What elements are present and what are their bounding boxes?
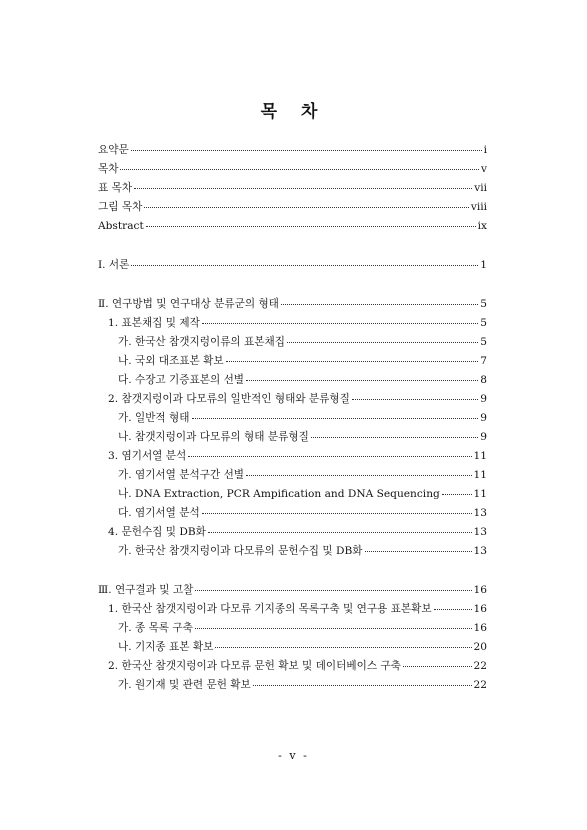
toc-entry-page-number: 11 — [473, 488, 487, 500]
toc-entry-label: 2. 한국산 참갯지렁이과 다모류 문헌 확보 및 데이터베이스 구축 — [108, 660, 401, 672]
dot-leader — [226, 361, 479, 362]
dot-leader — [195, 590, 471, 591]
toc-entry-page-number: i — [483, 144, 487, 156]
toc-entry[interactable] — [98, 162, 487, 176]
toc-entry[interactable] — [118, 640, 487, 654]
dot-leader — [195, 628, 472, 629]
page-title: 목 차 — [260, 102, 327, 122]
toc-entry[interactable] — [118, 354, 487, 368]
toc-entry[interactable] — [98, 200, 487, 214]
toc-entry-page-number: 9 — [480, 393, 487, 405]
toc-entry-page-number: 5 — [480, 298, 487, 310]
toc-entry[interactable] — [118, 373, 487, 387]
dot-leader — [246, 380, 478, 381]
toc-entry-label: 가. 한국산 참갯지렁이류의 표본채집 — [118, 336, 285, 348]
toc-entry[interactable] — [118, 468, 487, 482]
toc-entry-page-number: 16 — [473, 584, 487, 596]
toc-entry-label: 목차 — [98, 163, 119, 175]
dot-leader — [202, 323, 478, 324]
toc-entry-page-number: v — [481, 163, 487, 175]
toc-entry-page-number: 8 — [480, 374, 487, 386]
dot-leader — [192, 418, 479, 419]
toc-entry-label: 나. 국외 대조표본 확보 — [118, 355, 224, 367]
toc-entry[interactable] — [118, 621, 487, 635]
dot-leader — [208, 532, 472, 533]
toc-entry-page-number: 13 — [473, 526, 487, 538]
toc-entry[interactable] — [98, 219, 487, 233]
dot-leader — [403, 666, 472, 667]
toc-entry-page-number: 11 — [473, 450, 487, 462]
toc-entry[interactable] — [108, 316, 487, 330]
toc-entry[interactable] — [118, 506, 487, 520]
dot-leader — [287, 342, 478, 343]
toc-entry-label: 다. 수장고 기증표본의 선별 — [118, 374, 245, 386]
toc-entry-label: 3. 염기서열 분석 — [108, 450, 187, 462]
dot-leader — [352, 399, 478, 400]
toc-entry-label: Ⅲ. 연구결과 및 고찰 — [98, 584, 194, 596]
toc-entry[interactable] — [98, 181, 487, 195]
toc-entry-label: 4. 문헌수집 및 DB화 — [108, 526, 206, 538]
toc-entry-label: 요약문 — [98, 144, 129, 156]
toc-entry-label: 나. 기지종 표본 확보 — [118, 641, 214, 653]
toc-entry[interactable] — [118, 335, 487, 349]
dot-leader — [365, 551, 472, 552]
toc-entry[interactable] — [98, 583, 487, 597]
toc-entry-page-number: 16 — [473, 622, 487, 634]
dot-leader — [442, 494, 472, 495]
toc-entry-label: 1. 표본채집 및 제작 — [108, 317, 200, 329]
dot-leader — [131, 265, 478, 266]
toc-entry[interactable] — [118, 678, 487, 692]
toc-entry-label: 2. 참갯지렁이과 다모류의 일반적인 형태와 분류형질 — [108, 393, 350, 405]
toc-entry[interactable] — [118, 430, 487, 444]
toc-entry[interactable] — [108, 392, 487, 406]
toc-entry[interactable] — [98, 143, 487, 157]
toc-entry-label: 나. DNA Extraction, PCR Ampification and DNA Sequencing — [118, 488, 440, 500]
toc-entry-page-number: 16 — [473, 603, 487, 615]
toc-entry-page-number: 1 — [480, 259, 487, 271]
toc-entry-page-number: 13 — [473, 507, 487, 519]
toc-entry-label: 가. 일반적 형태 — [118, 412, 190, 424]
dot-leader — [146, 226, 476, 227]
toc-entry-page-number: 7 — [480, 355, 487, 367]
toc-entry-page-number: 5 — [480, 336, 487, 348]
toc-entry-page-number: viii — [470, 201, 487, 213]
dot-leader — [144, 207, 469, 208]
dot-leader — [188, 456, 471, 457]
toc-entry[interactable] — [108, 449, 487, 463]
toc-entry-page-number: 5 — [480, 317, 487, 329]
dot-leader — [120, 169, 479, 170]
dot-leader — [131, 150, 482, 151]
toc-entry[interactable] — [118, 411, 487, 425]
toc-entry-page-number: 20 — [473, 641, 487, 653]
toc-entry-label: Abstract — [98, 220, 144, 232]
toc-entry-label: 나. 참갯지렁이과 다모류의 형태 분류형질 — [118, 431, 309, 443]
toc-entry-label: 그림 목차 — [98, 201, 143, 213]
dot-leader — [202, 513, 472, 514]
toc-entry-page-number: 22 — [473, 679, 487, 691]
dot-leader — [253, 685, 472, 686]
toc-entry[interactable] — [108, 659, 487, 673]
toc-entry-page-number: 13 — [473, 545, 487, 557]
toc-entry-label: 1. 한국산 참갯지렁이과 다모류 기지종의 목록구축 및 연구용 표본확보 — [108, 603, 432, 615]
toc-entry-label: 다. 염기서열 분석 — [118, 507, 200, 519]
toc-entry-label: 가. 한국산 참갯지렁이과 다모류의 문헌수집 및 DB화 — [118, 545, 363, 557]
toc-entry-label: 가. 염기서열 분석구간 선별 — [118, 469, 245, 481]
dot-leader — [311, 437, 478, 438]
toc-entry-page-number: ix — [477, 220, 487, 232]
toc-entry-page-number: 9 — [480, 431, 487, 443]
dot-leader — [215, 647, 471, 648]
toc-entry-label: Ⅰ. 서론 — [98, 259, 130, 271]
dot-leader — [134, 188, 472, 189]
toc-entry[interactable] — [98, 297, 487, 311]
toc-entry-page-number: vii — [474, 182, 487, 194]
dot-leader — [434, 609, 472, 610]
toc-entry[interactable] — [98, 258, 487, 272]
page-number-footer: - v - — [278, 749, 309, 762]
toc-entry[interactable] — [118, 487, 487, 501]
dot-leader — [281, 304, 478, 305]
toc-entry[interactable] — [118, 544, 487, 558]
toc-entry-label: 가. 원기재 및 관련 문헌 확보 — [118, 679, 251, 691]
dot-leader — [246, 475, 471, 476]
toc-entry-page-number: 22 — [473, 660, 487, 672]
toc-entry[interactable] — [108, 602, 487, 616]
toc-entry-label: 가. 종 목록 구축 — [118, 622, 193, 634]
toc-entry-label: 표 목차 — [98, 182, 133, 194]
toc-entry-label: Ⅱ. 연구방법 및 연구대상 분류군의 형태 — [98, 298, 279, 310]
toc-entry-page-number: 9 — [480, 412, 487, 424]
toc-entry-page-number: 11 — [473, 469, 487, 481]
toc-entry[interactable] — [108, 525, 487, 539]
